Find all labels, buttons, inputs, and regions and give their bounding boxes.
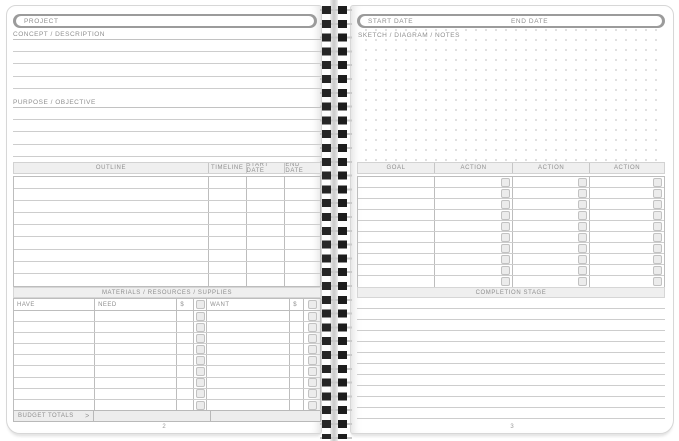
want-column-header: WANT: [210, 301, 230, 308]
ruled-line: [357, 320, 665, 331]
end-date-cell: [285, 274, 320, 286]
checkbox[interactable]: [501, 189, 510, 198]
timeline-cell: [209, 201, 247, 212]
action-cell: [435, 276, 513, 287]
materials-header-row: [14, 299, 320, 311]
end-date-label: END DATE: [511, 17, 549, 25]
action-cell: [435, 199, 513, 209]
end-date-cell: [285, 262, 320, 273]
outline-cell: [14, 274, 209, 286]
have-cell: [14, 389, 95, 399]
materials-row: [14, 366, 320, 377]
checkbox[interactable]: [501, 244, 510, 253]
budget-totals-label: BUDGET TOTALS: [18, 413, 74, 419]
budget-total-cell: [94, 411, 211, 421]
goal-row: [358, 232, 664, 243]
concept-label: CONCEPT / DESCRIPTION: [13, 31, 106, 38]
checkbox[interactable]: [196, 356, 205, 365]
goal-cell: [358, 243, 435, 253]
timeline-cell: [209, 237, 247, 248]
materials-row: [14, 322, 320, 333]
start-date-cell: [247, 262, 286, 273]
checkbox[interactable]: [501, 233, 510, 242]
end-date-cell: [285, 213, 320, 224]
need-cell: [95, 366, 177, 376]
want-cell: [207, 344, 290, 354]
end-date-cell: [285, 189, 320, 200]
start-date-cell: [247, 250, 286, 261]
goal-row: [358, 265, 664, 276]
ruled-line: [357, 353, 665, 364]
want-dollar-cell: [290, 344, 304, 354]
checkbox[interactable]: [578, 244, 587, 253]
checkbox[interactable]: [653, 222, 662, 231]
purpose-section: [13, 96, 321, 157]
budget-total-cell: [211, 411, 320, 421]
timeline-cell: [209, 262, 247, 273]
ruled-line: [13, 64, 321, 76]
checkbox[interactable]: [308, 401, 317, 410]
checkbox[interactable]: [501, 255, 510, 264]
checkbox[interactable]: [308, 345, 317, 354]
checkbox[interactable]: [501, 266, 510, 275]
action-column-header: ACTION: [513, 163, 590, 173]
checkbox[interactable]: [308, 323, 317, 332]
want-cell: [207, 322, 290, 332]
checkbox[interactable]: [196, 334, 205, 343]
goal-cell: [358, 188, 435, 198]
checkbox[interactable]: [196, 323, 205, 332]
ruled-line: [13, 132, 321, 144]
ruled-line: [357, 309, 665, 320]
outline-row: [14, 250, 320, 262]
checkbox[interactable]: [653, 266, 662, 275]
action-cell: [590, 232, 664, 242]
start-date-cell: [247, 201, 286, 212]
start-date-cell: [247, 177, 286, 188]
checkbox[interactable]: [578, 277, 587, 286]
outline-row: [14, 274, 320, 286]
action-cell: [513, 221, 590, 231]
checkbox[interactable]: [653, 233, 662, 242]
need-cell: [95, 389, 177, 399]
action-cell: [435, 177, 513, 187]
need-dollar-header: $: [180, 301, 185, 308]
outline-row: [14, 225, 320, 237]
outline-cell: [14, 250, 209, 261]
action-cell: [513, 243, 590, 253]
checkbox[interactable]: [578, 255, 587, 264]
spiral-binding: [318, 0, 356, 441]
ruled-line: [13, 52, 321, 64]
action-cell: [590, 188, 664, 198]
checkbox[interactable]: [578, 211, 587, 220]
action-column-header: ACTION: [435, 163, 513, 173]
ruled-line: [357, 397, 665, 408]
materials-row: [14, 389, 320, 400]
dates-header-bar: [357, 14, 665, 28]
ruled-line: [13, 108, 321, 120]
goal-row: [358, 177, 664, 188]
need-dollar-cell: [177, 366, 194, 376]
want-cell: [207, 378, 290, 388]
goal-row: [358, 254, 664, 265]
sketch-label: SKETCH / DIAGRAM / NOTES: [358, 32, 460, 39]
have-cell: [14, 311, 95, 321]
action-cell: [435, 243, 513, 253]
outline-cell: [14, 213, 209, 224]
timeline-cell: [209, 177, 247, 188]
ruled-line: [357, 331, 665, 342]
checkbox[interactable]: [653, 277, 662, 286]
materials-row: [14, 333, 320, 344]
goal-cell: [358, 221, 435, 231]
checkbox[interactable]: [196, 367, 205, 376]
goal-cell: [358, 276, 435, 287]
want-cell: [207, 389, 290, 399]
checkbox[interactable]: [578, 178, 587, 187]
start-date-cell: [247, 213, 286, 224]
left-page-number: 2: [162, 424, 166, 430]
materials-row: [14, 355, 320, 366]
checkbox[interactable]: [196, 312, 205, 321]
checkbox[interactable]: [501, 277, 510, 286]
action-cell: [513, 254, 590, 264]
goal-cell: [358, 232, 435, 242]
ruled-line: [13, 77, 321, 89]
action-cell: [513, 265, 590, 275]
outline-row: [14, 189, 320, 201]
checkbox[interactable]: [308, 378, 317, 387]
want-dollar-cell: [290, 322, 304, 332]
action-cell: [513, 177, 590, 187]
action-cell: [513, 276, 590, 287]
timeline-cell: [209, 189, 247, 200]
checkbox[interactable]: [653, 200, 662, 209]
sketch-dot-grid: [357, 29, 665, 162]
materials-table-body: [14, 311, 320, 411]
goal-table: [357, 162, 665, 288]
outline-cell: [14, 262, 209, 273]
ruled-line: [357, 375, 665, 386]
end-date-cell: [285, 177, 320, 188]
want-cell: [207, 333, 290, 343]
action-cell: [590, 276, 664, 287]
budget-arrow-icon: >: [85, 412, 90, 420]
checkbox[interactable]: [196, 378, 205, 387]
want-dollar-cell: [290, 389, 304, 399]
timeline-cell: [209, 213, 247, 224]
checkbox[interactable]: [196, 389, 205, 398]
ruled-line: [13, 40, 321, 52]
outline-row: [14, 177, 320, 189]
action-cell: [435, 188, 513, 198]
have-cell: [14, 322, 95, 332]
have-column-header: HAVE: [17, 301, 35, 308]
concept-lines: [13, 40, 321, 89]
end-date-cell: [285, 237, 320, 248]
checkbox[interactable]: [578, 200, 587, 209]
checkbox[interactable]: [501, 200, 510, 209]
start-date-column-header: START DATE: [247, 163, 286, 173]
want-dollar-cell: [290, 366, 304, 376]
start-date-cell: [247, 237, 286, 248]
concept-section: [13, 28, 321, 89]
ruled-line: [13, 145, 321, 157]
checkbox[interactable]: [653, 178, 662, 187]
materials-table: [13, 298, 321, 412]
checkbox[interactable]: [308, 312, 317, 321]
action-cell: [513, 210, 590, 220]
completion-stage-bar: [357, 287, 665, 298]
project-label: PROJECT: [24, 17, 59, 25]
checkbox[interactable]: [308, 367, 317, 376]
end-date-cell: [285, 201, 320, 212]
start-date-cell: [247, 189, 286, 200]
ruled-line: [357, 298, 665, 309]
left-page: [6, 5, 322, 434]
action-cell: [590, 243, 664, 253]
completion-stage-title: COMPLETION STAGE: [475, 289, 547, 296]
purpose-lines: [13, 108, 321, 157]
checkbox[interactable]: [578, 233, 587, 242]
outline-cell: [14, 177, 209, 188]
need-cell: [95, 344, 177, 354]
want-dollar-cell: [290, 311, 304, 321]
purpose-label: PURPOSE / OBJECTIVE: [13, 99, 96, 106]
goal-row: [358, 210, 664, 221]
start-date-cell: [247, 225, 286, 236]
need-dollar-cell: [177, 322, 194, 332]
project-header-bar: [13, 14, 317, 28]
want-cell: [207, 366, 290, 376]
ruled-line: [357, 342, 665, 353]
outline-cell: [14, 189, 209, 200]
right-page: [350, 5, 674, 434]
materials-row: [14, 344, 320, 355]
timeline-cell: [209, 274, 247, 286]
need-dollar-cell: [177, 389, 194, 399]
want-dollar-cell: [290, 378, 304, 388]
need-dollar-cell: [177, 311, 194, 321]
materials-title: MATERIALS / RESOURCES / SUPPLIES: [101, 289, 233, 296]
action-cell: [435, 221, 513, 231]
checkbox[interactable]: [196, 401, 205, 410]
have-cell: [14, 378, 95, 388]
completion-lines: [357, 298, 665, 419]
outline-cell: [14, 225, 209, 236]
ruled-line: [357, 386, 665, 397]
action-cell: [590, 199, 664, 209]
binding-coil-right: [338, 6, 347, 439]
checkbox[interactable]: [653, 189, 662, 198]
checkbox[interactable]: [196, 300, 205, 309]
need-cell: [95, 378, 177, 388]
want-cell: [207, 311, 290, 321]
checkbox[interactable]: [653, 244, 662, 253]
checkbox[interactable]: [501, 178, 510, 187]
materials-row: [14, 378, 320, 389]
have-cell: [14, 366, 95, 376]
action-cell: [590, 210, 664, 220]
action-cell: [513, 188, 590, 198]
want-dollar-header: $: [293, 301, 298, 308]
need-dollar-cell: [177, 378, 194, 388]
want-dollar-cell: [290, 355, 304, 365]
ruled-line: [357, 364, 665, 375]
materials-title-bar: [13, 287, 321, 298]
checkbox[interactable]: [653, 211, 662, 220]
checkbox[interactable]: [308, 334, 317, 343]
materials-row: [14, 311, 320, 322]
goal-table-header: [357, 162, 665, 174]
ruled-line: [357, 408, 665, 419]
goal-cell: [358, 265, 435, 275]
checkbox[interactable]: [308, 356, 317, 365]
outline-column-header: OUTLINE: [14, 163, 209, 173]
action-cell: [435, 254, 513, 264]
goal-row: [358, 243, 664, 254]
action-cell: [435, 210, 513, 220]
timeline-cell: [209, 225, 247, 236]
action-cell: [435, 232, 513, 242]
start-date-cell: [247, 274, 286, 286]
need-dollar-cell: [177, 333, 194, 343]
timeline-cell: [209, 250, 247, 261]
ruled-line: [13, 120, 321, 132]
outline-row: [14, 201, 320, 213]
outline-row: [14, 262, 320, 274]
goal-cell: [358, 199, 435, 209]
goal-row: [358, 276, 664, 287]
checkbox[interactable]: [501, 211, 510, 220]
goal-cell: [358, 177, 435, 187]
have-cell: [14, 355, 95, 365]
need-dollar-cell: [177, 344, 194, 354]
action-cell: [590, 254, 664, 264]
action-cell: [435, 265, 513, 275]
goal-row: [358, 188, 664, 199]
action-cell: [513, 232, 590, 242]
action-column-header: ACTION: [613, 165, 641, 171]
checkbox[interactable]: [501, 222, 510, 231]
action-cell: [590, 177, 664, 187]
checkbox[interactable]: [308, 300, 317, 309]
checkbox[interactable]: [578, 266, 587, 275]
have-cell: [14, 344, 95, 354]
outline-row: [14, 237, 320, 249]
need-cell: [95, 322, 177, 332]
checkbox[interactable]: [578, 222, 587, 231]
goal-cell: [358, 210, 435, 220]
goal-row: [358, 221, 664, 232]
outline-row: [14, 213, 320, 225]
outline-cell: [14, 237, 209, 248]
checkbox[interactable]: [578, 189, 587, 198]
goal-row: [358, 199, 664, 210]
want-dollar-cell: [290, 333, 304, 343]
goal-column-header: GOAL: [358, 163, 435, 173]
checkbox[interactable]: [653, 255, 662, 264]
action-cell: [590, 265, 664, 275]
start-date-label: START DATE: [368, 17, 414, 25]
outline-table: [13, 162, 321, 287]
goal-table-body: [357, 176, 665, 288]
goal-cell: [358, 254, 435, 264]
need-dollar-cell: [177, 355, 194, 365]
end-date-cell: [285, 225, 320, 236]
end-date-cell: [285, 250, 320, 261]
want-cell: [207, 355, 290, 365]
checkbox[interactable]: [196, 345, 205, 354]
have-cell: [14, 333, 95, 343]
project-field[interactable]: [16, 16, 314, 26]
outline-table-header: [13, 162, 321, 174]
need-cell: [95, 355, 177, 365]
need-column-header: NEED: [98, 301, 117, 308]
outline-table-body: [13, 176, 321, 287]
need-cell: [95, 311, 177, 321]
right-page-number: 3: [510, 424, 514, 430]
checkbox[interactable]: [308, 389, 317, 398]
action-cell: [590, 221, 664, 231]
outline-cell: [14, 201, 209, 212]
budget-totals-row: [13, 410, 321, 422]
need-cell: [95, 333, 177, 343]
end-date-column-header: END DATE: [285, 163, 304, 173]
timeline-column-header: TIMELINE: [209, 163, 247, 173]
dates-field[interactable]: [360, 16, 662, 26]
action-cell: [513, 199, 590, 209]
binding-coil-left: [322, 6, 331, 439]
